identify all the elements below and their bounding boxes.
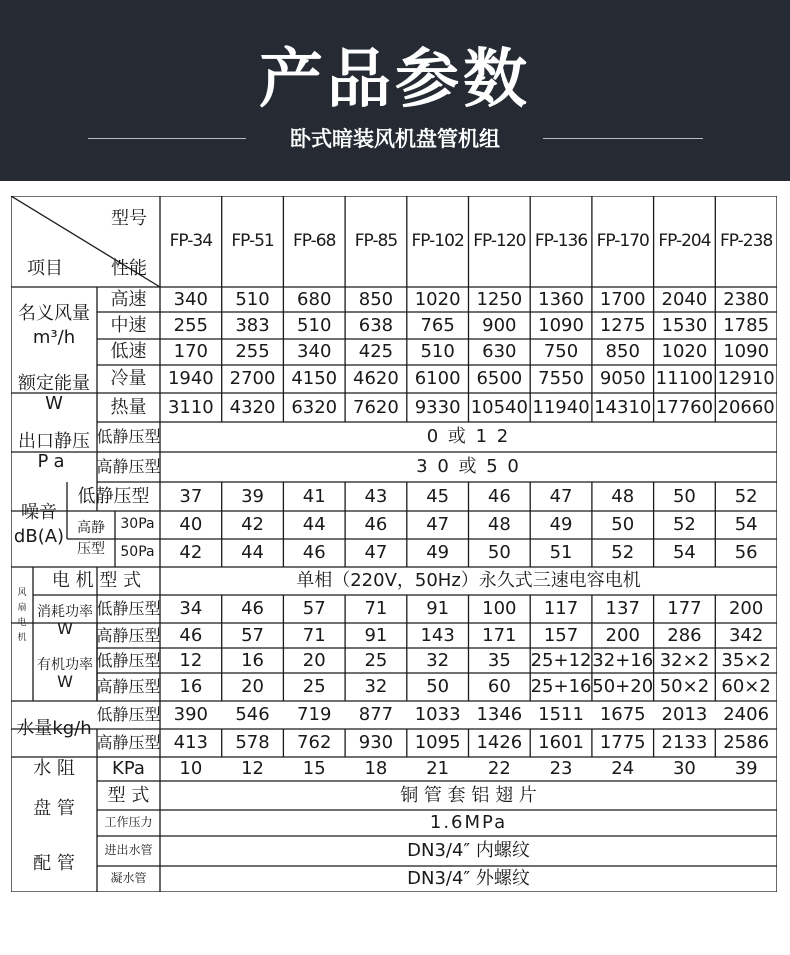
motor-effective-value: 16 [241, 649, 264, 671]
static-pressure-value: 0 或 1 2 [426, 426, 511, 448]
static-pressure-value: 3 0 或 5 0 [416, 456, 521, 478]
capacity-value: 7550 [538, 368, 584, 390]
water-flow-value: 1775 [599, 732, 646, 754]
motor-consumption-value: 286 [667, 624, 702, 646]
model-header: FP-85 [354, 231, 398, 252]
water-resistance-value: 24 [611, 758, 635, 780]
water-resistance-value: 23 [549, 758, 573, 780]
coil-type-label: 型 式 [107, 784, 150, 806]
motor-consumption-value: 71 [364, 598, 388, 620]
motor-consumption-value: 57 [302, 598, 326, 620]
motor-effective-value: 32 [426, 649, 450, 671]
airflow-value: 255 [173, 314, 209, 336]
water-flow-value: 390 [173, 704, 209, 726]
motor-effective-value: 50 [426, 676, 450, 698]
static-pressure-type: 高静压型 [96, 457, 161, 477]
motor-effective-value: 25+12 [530, 649, 592, 671]
noise-value: 42 [179, 542, 203, 564]
airflow-title: 名义风量 [18, 303, 90, 325]
capacity-value: 6500 [476, 368, 523, 390]
motor-group-char: 机 [17, 632, 27, 643]
capacity-value: 9050 [599, 368, 646, 390]
capacity-value: 10540 [470, 396, 528, 418]
motor-effective-value: 60 [487, 676, 511, 698]
water-resistance-value: 39 [734, 758, 758, 780]
capacity-value: 14310 [594, 396, 652, 418]
noise-high-label [67, 511, 115, 567]
noise-value: 46 [302, 542, 326, 564]
model-header: FP-170 [596, 231, 649, 252]
motor-consumption-type: 高静压型 [96, 625, 161, 645]
motor-consumption-value: 200 [605, 624, 640, 646]
capacity-value: 6100 [414, 368, 461, 390]
airflow-speed-label: 中速 [110, 314, 147, 336]
water-flow-value: 1601 [538, 732, 584, 754]
water-flow-value: 1426 [476, 732, 523, 754]
static-pressure-title: 出口静压 [18, 431, 90, 453]
motor-effective-label [33, 648, 97, 701]
motor-consumption-value: 171 [482, 624, 517, 646]
airflow-value: 765 [420, 314, 455, 336]
noise-value: 44 [241, 542, 264, 564]
motor-effective-type: 低静压型 [96, 650, 161, 670]
noise-high-label-line2: 压型 [77, 541, 105, 557]
corner-performance-label: 性能 [111, 258, 147, 280]
airflow-value: 1020 [661, 341, 708, 363]
water-flow-value: 546 [235, 704, 270, 726]
airflow-value: 630 [482, 341, 517, 363]
model-header: FP-51 [231, 231, 274, 252]
airflow-value: 850 [605, 341, 640, 363]
motor-consumption-value: 143 [420, 624, 455, 646]
motor-consumption-value: 200 [728, 598, 764, 620]
motor-consumption-label [33, 595, 97, 648]
capacity-value: 20660 [717, 396, 775, 418]
airflow-value: 750 [543, 341, 579, 363]
piping-drain-label: 凝水管 [110, 871, 147, 886]
motor-group-char: 风 [17, 588, 27, 598]
noise-value: 50 [487, 542, 511, 564]
motor-effective-value: 25 [364, 649, 388, 671]
capacity-value: 4620 [353, 368, 399, 390]
airflow-value: 340 [297, 341, 332, 363]
capacity-value: 11940 [532, 396, 590, 418]
noise-title: 噪音 [21, 501, 57, 523]
airflow-value: 510 [235, 288, 270, 310]
motor-effective-value: 32+16 [592, 649, 654, 671]
capacity-unit: W [45, 392, 63, 414]
water-resistance-label: 水 阻 [33, 758, 75, 780]
water-flow-type: 低静压型 [96, 705, 161, 725]
coil-pressure-label: 工作压力 [104, 815, 153, 830]
piping-drain-value: DN3/4″ 外螺纹 [407, 868, 530, 890]
motor-effective-value: 12 [179, 649, 203, 671]
page-header [0, 0, 790, 181]
water-flow-value: 877 [358, 704, 394, 726]
motor-type-label: 电 机 型 式 [51, 570, 142, 592]
water-flow-value: 719 [297, 704, 332, 726]
motor-effective-value: 25 [302, 676, 326, 698]
airflow-value: 1700 [599, 288, 646, 310]
airflow-value: 383 [235, 314, 270, 336]
spec-table [11, 196, 777, 892]
noise-value: 50 [611, 514, 635, 536]
water-flow-value: 578 [235, 732, 270, 754]
motor-effective-value: 35 [487, 649, 511, 671]
airflow-value: 1360 [538, 288, 584, 310]
capacity-mode-label: 热量 [110, 396, 147, 418]
airflow-speed-label: 高速 [110, 288, 147, 310]
noise-value: 52 [611, 542, 635, 564]
model-header: FP-238 [720, 231, 773, 252]
motor-consumption-value: 91 [426, 598, 450, 620]
airflow-value: 1275 [599, 314, 646, 336]
capacity-value: 9330 [414, 396, 461, 418]
motor-consumption-value: 46 [241, 598, 264, 620]
airflow-unit: m³/h [32, 327, 76, 348]
model-header: FP-204 [658, 231, 711, 252]
water-flow-value: 2586 [723, 732, 770, 754]
airflow-value: 1090 [723, 341, 770, 363]
motor-consumption-value: 57 [241, 624, 264, 646]
motor-consumption-value: 117 [543, 598, 579, 620]
noise-unit: dB(A) [13, 525, 65, 547]
capacity-value: 4150 [291, 368, 338, 390]
airflow-value: 1020 [414, 288, 461, 310]
page-subtitle: 卧式暗装风机盘管机组 [290, 127, 500, 151]
airflow-value: 1785 [723, 314, 770, 336]
noise-value: 51 [549, 542, 573, 564]
motor-type-value: 单相（220V，50Hz）永久式三速电容电机 [296, 570, 641, 592]
motor-consumption-title: 消耗功率 [37, 604, 93, 620]
noise-value: 43 [364, 485, 388, 507]
noise-value: 49 [426, 542, 450, 564]
piping-inout-value: DN3/4″ 内螺纹 [407, 840, 530, 862]
capacity-label [11, 365, 97, 422]
motor-group-char: 电 [17, 617, 27, 628]
water-flow-type: 高静压型 [96, 733, 161, 753]
noise-pa-label: 50Pa [120, 544, 155, 561]
airflow-value: 1250 [476, 288, 523, 310]
motor-effective-value: 20 [302, 649, 326, 671]
water-resistance-value: 15 [302, 758, 326, 780]
capacity-value: 12910 [717, 368, 775, 390]
water-flow-value: 1675 [599, 704, 646, 726]
noise-value: 44 [302, 514, 326, 536]
motor-consumption-value: 91 [364, 624, 388, 646]
airflow-value: 850 [358, 288, 394, 310]
airflow-value: 2040 [661, 288, 708, 310]
capacity-title: 额定能量 [18, 372, 90, 394]
coil-pressure-value: 1.6MPa [429, 812, 508, 834]
noise-value: 40 [179, 514, 203, 536]
motor-consumption-value: 177 [667, 598, 702, 620]
noise-high-label-line1: 高静 [77, 519, 105, 536]
noise-value: 52 [734, 485, 758, 507]
corner-model-label: 型号 [111, 208, 147, 230]
water-flow-value: 762 [297, 732, 332, 754]
piping-label: 配 管 [33, 853, 75, 875]
subtitle-right-rule [543, 138, 703, 139]
model-header: FP-120 [473, 231, 526, 252]
capacity-value: 17760 [655, 396, 714, 418]
motor-effective-title: 有机功率 [37, 657, 93, 673]
motor-consumption-value: 100 [482, 598, 517, 620]
airflow-value: 340 [173, 288, 209, 310]
noise-value: 47 [426, 514, 450, 536]
coil-label: 盘 管 [33, 797, 75, 819]
model-header: FP-102 [411, 231, 464, 252]
airflow-value: 170 [173, 341, 209, 363]
motor-effective-value: 25+16 [530, 676, 592, 698]
noise-value: 45 [426, 485, 450, 507]
water-flow-value: 2013 [661, 704, 708, 726]
water-flow-value: 1346 [476, 704, 523, 726]
motor-consumption-value: 46 [179, 624, 203, 646]
water-resistance-value: 10 [179, 758, 203, 780]
water-flow-value: 930 [358, 732, 394, 754]
noise-value: 47 [549, 485, 573, 507]
water-resistance-unit: KPa [112, 758, 145, 780]
coil-type-value: 铜 管 套 铝 翅 片 [400, 784, 537, 806]
motor-effective-value: 50×2 [659, 676, 710, 698]
capacity-value: 11100 [655, 368, 714, 390]
water-resistance-value: 21 [426, 758, 450, 780]
airflow-value: 2380 [723, 288, 770, 310]
motor-consumption-value: 137 [605, 598, 640, 620]
capacity-value: 2700 [229, 368, 276, 390]
static-pressure-unit: Pa [37, 451, 71, 472]
noise-value: 54 [734, 514, 758, 536]
motor-consumption-value: 71 [302, 624, 326, 646]
noise-value: 48 [611, 485, 635, 507]
motor-effective-value: 60×2 [721, 676, 771, 698]
motor-effective-unit: W [57, 672, 73, 692]
noise-value: 41 [302, 485, 326, 507]
water-resistance-value: 12 [241, 758, 264, 780]
noise-value: 47 [364, 542, 388, 564]
motor-effective-value: 32×2 [659, 649, 710, 671]
noise-value: 48 [487, 514, 511, 536]
noise-value: 52 [672, 514, 696, 536]
static-pressure-label [11, 422, 97, 482]
motor-consumption-value: 157 [543, 624, 579, 646]
model-header: FP-68 [293, 231, 336, 252]
noise-value: 46 [487, 485, 511, 507]
airflow-value: 638 [358, 314, 394, 336]
capacity-value: 4320 [229, 396, 276, 418]
airflow-value: 510 [420, 341, 455, 363]
model-header: FP-34 [169, 231, 213, 252]
motor-group-char: 扇 [17, 602, 27, 613]
capacity-value: 7620 [353, 396, 399, 418]
airflow-value: 255 [235, 341, 270, 363]
motor-effective-value: 35×2 [721, 649, 771, 671]
corner-item-label: 项目 [27, 258, 63, 280]
water-flow-value: 413 [173, 732, 209, 754]
capacity-value: 1940 [167, 368, 214, 390]
noise-label [11, 482, 67, 567]
water-flow-value: 2406 [723, 704, 770, 726]
water-resistance-value: 22 [487, 758, 511, 780]
water-flow-label: 水量kg/h [16, 718, 92, 740]
airflow-value: 680 [297, 288, 332, 310]
airflow-value: 1090 [538, 314, 584, 336]
noise-value: 56 [734, 542, 758, 564]
water-flow-value: 1095 [414, 732, 461, 754]
motor-effective-value: 50+20 [592, 676, 654, 698]
page-title: 产品参数 [259, 43, 531, 117]
motor-consumption-value: 342 [728, 624, 764, 646]
noise-pa-label: 30Pa [120, 516, 155, 533]
static-pressure-type: 低静压型 [96, 427, 161, 447]
motor-effective-value: 20 [241, 676, 264, 698]
model-header: FP-136 [534, 231, 588, 252]
airflow-value: 425 [358, 341, 394, 363]
noise-value: 50 [672, 485, 696, 507]
airflow-value: 510 [297, 314, 332, 336]
water-flow-value: 1033 [414, 704, 461, 726]
noise-value: 46 [364, 514, 388, 536]
airflow-value: 900 [482, 314, 517, 336]
capacity-mode-label: 冷量 [110, 368, 147, 390]
motor-effective-type: 高静压型 [96, 677, 161, 697]
noise-low-label: 低静压型 [77, 485, 150, 507]
airflow-speed-label: 低速 [110, 341, 147, 363]
noise-value: 49 [549, 514, 573, 536]
water-resistance-value: 18 [364, 758, 388, 780]
water-flow-value: 2133 [661, 732, 708, 754]
airflow-label [11, 287, 97, 365]
subtitle-row [0, 124, 790, 154]
motor-consumption-type: 低静压型 [96, 599, 161, 619]
capacity-value: 6320 [291, 396, 338, 418]
noise-value: 42 [241, 514, 264, 536]
noise-value: 37 [179, 485, 203, 507]
noise-value: 39 [241, 485, 264, 507]
motor-effective-value: 16 [179, 676, 203, 698]
motor-effective-value: 32 [364, 676, 388, 698]
water-flow-value: 1511 [538, 704, 584, 726]
airflow-value: 1530 [661, 314, 708, 336]
water-resistance-value: 30 [672, 758, 696, 780]
piping-inout-label: 进出水管 [104, 843, 153, 858]
noise-value: 54 [672, 542, 696, 564]
capacity-value: 3110 [167, 396, 214, 418]
motor-consumption-value: 34 [179, 598, 203, 620]
motor-consumption-unit: W [57, 619, 73, 639]
